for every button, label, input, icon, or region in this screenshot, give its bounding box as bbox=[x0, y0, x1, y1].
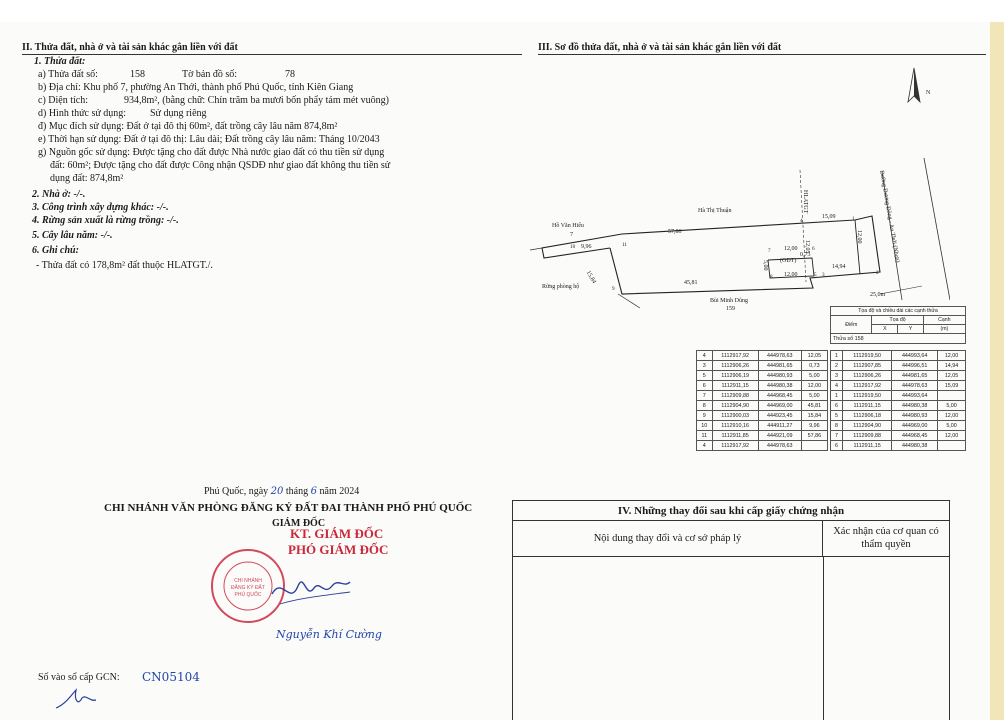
coord-cell-y: 444978,63 bbox=[758, 351, 801, 361]
coord-cell-x: 1112906,26 bbox=[843, 371, 892, 381]
coord-row bbox=[697, 411, 828, 421]
office-name: CHI NHÁNH VĂN PHÒNG ĐĂNG KÝ ĐẤT ĐAI THÀNH PHỐ PHÚ QUỐC bbox=[104, 502, 473, 514]
coord-cell-p: 4 bbox=[697, 441, 713, 451]
trees-item: 5. Cây lâu năm: -/-. bbox=[32, 230, 113, 241]
area-value: 934,8m², (bằng chữ: Chín trăm ba mươi bốn phẩy tám mét vuông) bbox=[124, 95, 389, 106]
coord-cell-y: 444969,00 bbox=[892, 421, 938, 431]
coord-table-left bbox=[696, 350, 828, 451]
map-sheet-label: Tờ bản đồ số: bbox=[182, 69, 238, 80]
changes-column-divider bbox=[823, 557, 824, 720]
coord-cell-e: 12,00 bbox=[801, 381, 827, 391]
date-month: 6 bbox=[310, 486, 317, 497]
usage-form-value: Sử dụng riêng bbox=[150, 108, 207, 119]
origin-line-3: dụng đất: 874,8m² bbox=[50, 173, 124, 184]
parcel-inner-edge bbox=[855, 220, 860, 274]
origin-line-2: đất: 60m²; Được tặng cho đất được Công nhận QSDĐ như giao đất không thu tiền sử bbox=[50, 160, 391, 171]
dim-14-94: 14,94 bbox=[832, 264, 846, 270]
point-1: 1 bbox=[852, 216, 855, 222]
coord-cell-e: 5,00 bbox=[938, 401, 966, 411]
coord-cell-p: 6 bbox=[697, 381, 713, 391]
register-label: Số vào sổ cấp GCN: bbox=[38, 672, 120, 683]
coord-cell-p: 7 bbox=[697, 391, 713, 401]
point-3: 3 bbox=[822, 272, 825, 278]
coord-cell-p: 3 bbox=[697, 361, 713, 371]
coord-row bbox=[697, 431, 828, 441]
coord-row bbox=[697, 361, 828, 371]
coord-row bbox=[831, 441, 966, 451]
point-11: 11 bbox=[622, 242, 627, 248]
register-initials-signature bbox=[52, 686, 112, 714]
coord-cell-x: 1112911,15 bbox=[712, 381, 758, 391]
dim-5-00: 5,00 bbox=[762, 260, 768, 271]
col-coord: Tọa độ bbox=[872, 316, 923, 325]
coord-cell-y: 444968,45 bbox=[892, 431, 938, 441]
coord-cell-e: 12,00 bbox=[938, 411, 966, 421]
west-extension bbox=[530, 248, 542, 250]
coord-cell-e: 12,05 bbox=[938, 371, 966, 381]
coord-cell-p: 11 bbox=[697, 431, 713, 441]
coord-cell-e: 15,84 bbox=[801, 411, 827, 421]
neighbor-south-no: 159 bbox=[726, 306, 735, 312]
neighbor-west: Hồ Văn Hiếu bbox=[552, 223, 584, 229]
notes-text: - Thửa đất có 178,8m² đất thuộc HLATGT./. bbox=[36, 260, 213, 271]
dim-12-00-c: 12,00 bbox=[856, 230, 862, 244]
coord-cell-y: 444981,65 bbox=[758, 361, 801, 371]
deputy-director: PHÓ GIÁM ĐỐC bbox=[288, 542, 389, 557]
coord-row bbox=[831, 391, 966, 401]
point-4: 4 bbox=[800, 218, 803, 224]
coord-cell-y: 444980,38 bbox=[892, 401, 938, 411]
coord-cell-x: 1112906,26 bbox=[712, 361, 758, 371]
coord-cell-p: 4 bbox=[831, 381, 843, 391]
svg-text:CHI NHÁNH: CHI NHÁNH bbox=[234, 578, 262, 584]
coord-cell-p: 5 bbox=[831, 411, 843, 421]
usage-term-line: e) Thời hạn sử dụng: Đất ở tại đô thị: Lâu dài; Đất trồng cây lâu năm: Tháng 10/2043 bbox=[38, 134, 380, 145]
coord-row bbox=[697, 381, 828, 391]
coord-cell-p: 2 bbox=[831, 361, 843, 371]
dim-45-81: 45,81 bbox=[684, 280, 698, 286]
coord-cell-p: 10 bbox=[697, 421, 713, 431]
coord-cell-x: 1112917,92 bbox=[843, 381, 892, 391]
coord-cell-e: 5,00 bbox=[938, 421, 966, 431]
signer-name: Nguyễn Khí Cường bbox=[276, 628, 382, 641]
window-top-bar bbox=[0, 0, 1004, 22]
point-8: 8 bbox=[770, 274, 773, 280]
official-stamp-and-signature bbox=[210, 546, 360, 626]
coord-cell-y: 444980,93 bbox=[758, 371, 801, 381]
month-label: tháng bbox=[285, 486, 309, 497]
kt-director: KT. GIÁM ĐỐC bbox=[290, 526, 384, 541]
hlatgt-label: HLATGT bbox=[802, 190, 808, 214]
coord-cell-y: 444911,27 bbox=[758, 421, 801, 431]
parcel-no-label: a) Thửa đất số: bbox=[38, 69, 98, 80]
coord-cell-e: 0,73 bbox=[801, 361, 827, 371]
coord-cell-y: 444981,65 bbox=[892, 371, 938, 381]
coord-cell-p: 6 bbox=[831, 401, 843, 411]
coord-cell-x: 1112909,88 bbox=[843, 431, 892, 441]
dim-12-05: 12,05 bbox=[804, 240, 810, 254]
coord-cell-x: 1112904,90 bbox=[712, 401, 758, 411]
coord-cell-y: 444996,51 bbox=[892, 361, 938, 371]
coord-cell-x: 1112909,88 bbox=[712, 391, 758, 401]
coord-cell-e: 5,00 bbox=[801, 371, 827, 381]
adjacent-page-edge bbox=[990, 22, 1004, 720]
coord-cell-x: 1112907,85 bbox=[843, 361, 892, 371]
neighbor-south: Bùi Minh Dũng bbox=[710, 298, 749, 304]
coord-cell-x: 1112911,85 bbox=[712, 431, 758, 441]
section-ii-rule bbox=[22, 54, 522, 55]
coord-cell-p: 5 bbox=[697, 371, 713, 381]
dim-12-00-a: 12,00 bbox=[784, 246, 798, 252]
coord-cell-x: 1112904,90 bbox=[843, 421, 892, 431]
north-arrow-icon bbox=[908, 68, 920, 102]
coord-row bbox=[831, 411, 966, 421]
svg-text:PHÚ QUỐC: PHÚ QUỐC bbox=[234, 592, 262, 598]
coord-cell-e: 14,94 bbox=[938, 361, 966, 371]
land-certificate-page bbox=[0, 22, 990, 720]
section-iii-rule bbox=[538, 54, 986, 55]
coord-cell-y: 444980,93 bbox=[892, 411, 938, 421]
coord-cell-p: 4 bbox=[697, 351, 713, 361]
coord-row bbox=[831, 431, 966, 441]
origin-line-1: g) Nguồn gốc sử dụng: Được tặng cho đất được Nhà nước giao đất có thu tiền sử dụng bbox=[38, 147, 385, 158]
changes-col-content: Nội dung thay đổi và cơ sở pháp lý bbox=[513, 521, 823, 557]
svg-text:ĐĂNG KÝ ĐẤT: ĐĂNG KÝ ĐẤT bbox=[231, 585, 265, 591]
coord-cell-e: 45,81 bbox=[801, 401, 827, 411]
odt-label: (ODT) bbox=[780, 258, 797, 264]
coord-cell-y: 444980,38 bbox=[892, 441, 938, 451]
coord-cell-e: 12,00 bbox=[938, 431, 966, 441]
coord-cell-x: 1112917,92 bbox=[712, 351, 758, 361]
coord-cell-e: 12,05 bbox=[801, 351, 827, 361]
coord-cell-x: 1112919,50 bbox=[843, 391, 892, 401]
coord-cell-y: 444969,00 bbox=[758, 401, 801, 411]
col-point: Điểm bbox=[831, 316, 872, 334]
coord-row bbox=[697, 421, 828, 431]
coord-row bbox=[697, 401, 828, 411]
coord-row bbox=[831, 361, 966, 371]
point-2: 2 bbox=[876, 270, 879, 276]
coord-row bbox=[831, 421, 966, 431]
usage-form-label: d) Hình thức sử dụng: bbox=[38, 108, 127, 119]
usage-purpose-line: đ) Mục đích sử dụng: Đất ở tại đô thị 60m², đất trồng cây lâu năm 874,8m² bbox=[38, 121, 338, 132]
col-y: Y bbox=[898, 325, 924, 334]
changes-title: IV. Những thay đổi sau khi cấp giấy chứng nhận bbox=[513, 501, 949, 521]
director-title: GIÁM ĐỐC bbox=[272, 518, 326, 529]
point-10: 10 bbox=[570, 244, 576, 250]
coord-cell-x: 1112919,50 bbox=[843, 351, 892, 361]
col-edge: Cạnh bbox=[923, 316, 965, 325]
coord-row bbox=[831, 401, 966, 411]
map-sheet-value: 78 bbox=[285, 69, 295, 80]
hlatgt-line bbox=[800, 170, 806, 282]
construction-item: 3. Công trình xây dựng khác: -/-. bbox=[32, 202, 169, 213]
point-7: 7 bbox=[768, 248, 771, 254]
coord-cell-p: 8 bbox=[831, 421, 843, 431]
coord-cell-y: 444978,63 bbox=[758, 441, 801, 451]
section-ii-title: II. Thửa đất, nhà ở và tài sản khác gắn liền với đất bbox=[22, 42, 238, 53]
neighbor-southwest: Rừng phòng hộ bbox=[542, 284, 580, 290]
coord-cell-y: 444993,64 bbox=[892, 351, 938, 361]
parcel-number-row: Thửa số 158 bbox=[831, 334, 966, 344]
coord-cell-e: 15,09 bbox=[938, 381, 966, 391]
dim-25-0: 25,0m bbox=[870, 292, 886, 298]
coord-cell-e: 9,96 bbox=[801, 421, 827, 431]
north-label: N bbox=[926, 90, 931, 96]
coord-cell-x: 1112911,15 bbox=[843, 401, 892, 411]
date-day: 20 bbox=[270, 486, 284, 497]
coord-cell-y: 444993,64 bbox=[892, 391, 938, 401]
coord-cell-p: 7 bbox=[831, 431, 843, 441]
coord-cell-x: 1112911,15 bbox=[843, 441, 892, 451]
area-label: c) Diện tích: bbox=[38, 95, 88, 106]
parcel-no-value: 158 bbox=[130, 69, 145, 80]
forest-item: 4. Rừng sản xuất là rừng trồng: -/-. bbox=[32, 215, 179, 226]
point-5: 5 bbox=[814, 272, 817, 278]
issue-date bbox=[204, 486, 359, 497]
coord-row bbox=[697, 371, 828, 381]
road-label: Đường Dương Đông - An Thới (Nhựa) bbox=[878, 170, 901, 264]
coord-cell-x: 1112910,16 bbox=[712, 421, 758, 431]
coord-cell-p: 1 bbox=[831, 351, 843, 361]
southwest-extension bbox=[618, 294, 640, 308]
coord-cell-y: 444921,09 bbox=[758, 431, 801, 441]
coord-cell-x: 1112900,03 bbox=[712, 411, 758, 421]
coord-cell-p: 8 bbox=[697, 401, 713, 411]
notes-heading: 6. Ghi chú: bbox=[32, 245, 79, 256]
point-9: 9 bbox=[612, 286, 615, 292]
coord-cell-e bbox=[938, 441, 966, 451]
coord-row bbox=[697, 441, 828, 451]
coord-row bbox=[831, 381, 966, 391]
coord-row bbox=[697, 351, 828, 361]
dim-9-96: 9,96 bbox=[581, 244, 592, 250]
house-item: 2. Nhà ở: -/-. bbox=[32, 189, 86, 200]
coord-cell-y: 444980,38 bbox=[758, 381, 801, 391]
col-x: X bbox=[872, 325, 898, 334]
coord-cell-y: 444968,45 bbox=[758, 391, 801, 401]
coord-cell-x: 1112906,19 bbox=[712, 371, 758, 381]
coord-row bbox=[697, 391, 828, 401]
coord-cell-p: 6 bbox=[831, 441, 843, 451]
coord-table-right bbox=[830, 350, 966, 451]
coord-cell-p: 9 bbox=[697, 411, 713, 421]
year-label: năm 2024 bbox=[319, 486, 360, 497]
dim-15-09: 15,09 bbox=[822, 214, 836, 220]
coord-cell-y: 444978,63 bbox=[892, 381, 938, 391]
neighbor-north: Hà Thị Thuận bbox=[698, 208, 732, 214]
coord-cell-e: 57,86 bbox=[801, 431, 827, 441]
coord-cell-e: 5,00 bbox=[801, 391, 827, 401]
coord-cell-e: 12,00 bbox=[938, 351, 966, 361]
road-edge-east bbox=[924, 158, 950, 300]
coord-cell-p: 3 bbox=[831, 371, 843, 381]
dim-57-86: 57,86 bbox=[668, 229, 682, 235]
col-unit: (m) bbox=[923, 325, 965, 334]
coord-cell-p: 1 bbox=[831, 391, 843, 401]
register-value: CN05104 bbox=[142, 670, 200, 684]
coord-cell-e bbox=[938, 391, 966, 401]
coord-row bbox=[831, 371, 966, 381]
coord-cell-x: 1112906,18 bbox=[843, 411, 892, 421]
coord-cell-e bbox=[801, 441, 827, 451]
changes-col-confirmation: Xác nhận của cơ quan có thẩm quyền bbox=[823, 521, 949, 557]
neighbor-west-no: 7 bbox=[570, 232, 573, 238]
changes-box bbox=[512, 500, 950, 720]
land-heading: 1. Thửa đất: bbox=[34, 56, 86, 67]
address-line: b) Địa chỉ: Khu phố 7, phường An Thới, thành phố Phú Quốc, tỉnh Kiên Giang bbox=[38, 82, 354, 93]
dim-15-84: 15,84 bbox=[584, 270, 597, 285]
coord-cell-x: 1112917,92 bbox=[712, 441, 758, 451]
dim-12-00-b: 12,00 bbox=[784, 272, 798, 278]
dim-0-73: 0,73 bbox=[800, 252, 811, 258]
section-iii-title: III. Sơ đồ thửa đất, nhà ở và tài sản khác gắn liền với đất bbox=[538, 42, 782, 53]
coord-title: Tọa độ và chiều dài các cạnh thửa bbox=[831, 307, 966, 316]
coord-cell-y: 444923,45 bbox=[758, 411, 801, 421]
date-prefix: Phú Quốc, ngày bbox=[204, 486, 269, 497]
coord-row bbox=[831, 351, 966, 361]
point-6: 6 bbox=[812, 246, 815, 252]
coord-table-header bbox=[830, 306, 966, 344]
